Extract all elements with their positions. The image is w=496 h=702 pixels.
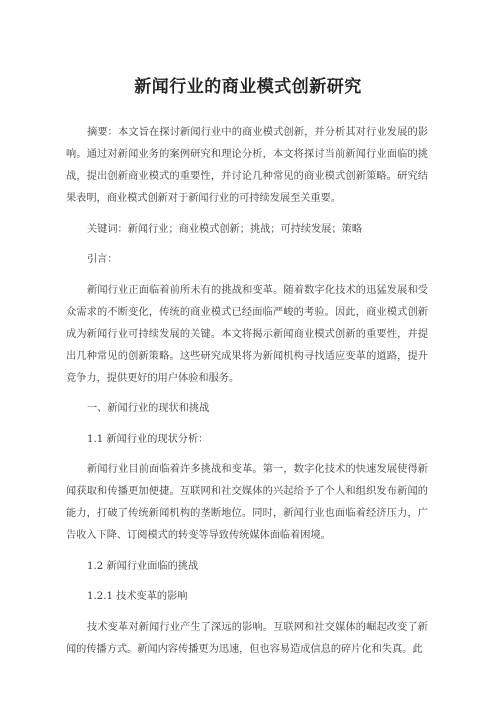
section-1-2-1-paragraph: 技术变革对新闻行业产生了深远的影响。互联网和社交媒体的崛起改变了新闻的传播方式。新闻内容传播更为迅速，但也容易造成信息的碎片化和失真。此 bbox=[66, 621, 428, 655]
section-1-2-heading: 1.2 新闻行业面临的挑战 bbox=[87, 560, 199, 572]
keywords-line: 关键词：新闻行业；商业模式创新；挑战；可持续发展；策略 bbox=[87, 223, 363, 235]
section-1-2-1-heading: 1.2.1 技术变革的影响 bbox=[87, 591, 188, 602]
abstract-paragraph: 摘要：本文旨在探讨新闻行业中的商业模式创新，并分析其对行业发展的影响。通过对新闻业务的案例研究和理论分析，本文将探讨当前新闻行业面临的挑战，提出创新商业模式的重要性，并讨论几种常见的商业模式创新策略。研究结果表明，商业模式创新对于新闻行业的可持续发展至关重要。 bbox=[66, 127, 428, 204]
intro-paragraph: 新闻行业正面临着前所未有的挑战和变革。随着数字化技术的迅猛发展和受众需求的不断变化，传统的商业模式已经面临严峻的考验。因此，商业模式创新成为新闻行业可持续发展的关键。本文将揭示新闻商业模式创新的重要性，并提出几种常见的创新策略。这些研究成果将为新闻机构寻找适应变革的道路，提升竞争力，提供更好的用户体验和服务。 bbox=[66, 284, 428, 384]
section-1-1-paragraph: 新闻行业目前面临着许多挑战和变革。第一，数字化技术的快速发展使得新闻获取和传播更加便捷。互联网和社交媒体的兴起给予了个人和组织发布新闻的能力，打破了传统新闻机构的垄断地位。同时，新闻行业也面临着经济压力，广告收入下降、订阅模式的转变等导致传统媒体面临着困境。 bbox=[66, 464, 428, 541]
document-body bbox=[66, 122, 428, 669]
section-1-1-heading: 1.1 新闻行业的现状分析： bbox=[87, 433, 209, 445]
page-title: 新闻行业的商业模式创新研究 bbox=[134, 77, 362, 97]
section-1-heading: 一、新闻行业的现状和挑战 bbox=[87, 403, 210, 414]
intro-heading: 引言： bbox=[87, 254, 118, 265]
